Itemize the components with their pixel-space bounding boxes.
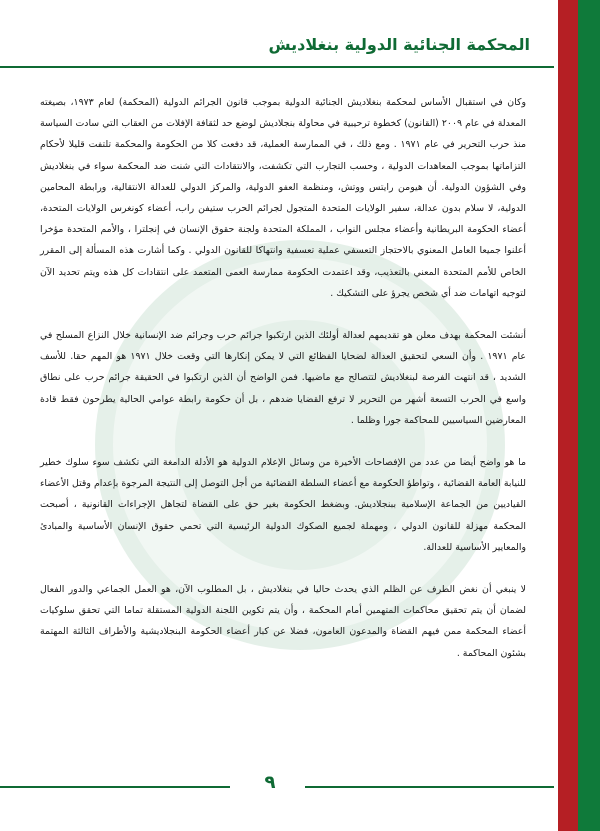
page-number: ٩ — [264, 772, 276, 793]
red-side-stripe — [558, 0, 578, 831]
article-body — [40, 92, 526, 685]
title-underline — [0, 66, 554, 68]
stripe-gap — [554, 0, 558, 831]
paragraph-3: ما هو واضح أيضا من عدد من الإفصاحات الأخيرة من وسائل الإعلام الدولية هو الأدلة الدامغة التي تكشف سوء سلوك خطير للنيابة العامة القضائية ، وتواطؤ الحكومة مع أعضاء السلطة القضائية من أجل التوصل إلى النتيجة المرجوة بإعدام وقتل الأعضاء القياديين من الجماعة الإسلامية ببنجلاديش. وبضغط الحكومة بغير حق على القضاة لتجاهل الإجراءات القانونية ، أصبحت المحكمة مهزلة للقانون الدولي ، ومهملة لجميع الصكوك الدولية الرئيسية التي تحمي حقوق الإنسان الأساسية والمبادئ والمعايير الأساسية للعدالة. — [40, 457, 526, 553]
paragraph-4: لا ينبغي أن نغض الطرف عن الظلم الذي يحدث حاليا في بنغلاديش ، بل المطلوب الآن، هو العمل الجماعي والدور الفعال لضمان أن يتم تحقيق محاكمات المتهمين أمام المحكمة ، وأن يتم تكوين اللجنة الدولية المستقلة تماما التي تحقق سلوكيات أعضاء المحكمة ممن فيهم القضاة والمدعون العامون، فضلا عن كبار أعضاء الحكومة البنجلاديشية والأطراف الثالثة المهتمة بشئون المحاكمة . — [40, 584, 526, 659]
paragraph-2: أنشئت المحكمة بهدف معلن هو تقديمهم لعدالة أولئك الذين ارتكبوا جرائم حرب وجرائم ضد الإنسانية خلال النزاع المسلح في عام ١٩٧١ . وأن السعي لتحقيق العدالة لضحايا الفظائع التي لا يمكن إنكارها التي وقعت خلال ١٩٧١ هو المهم حقا. للأسف الشديد ، قد انتهت الفرصة لبنغلاديش لتتصالح مع ماضيها. فمن الواضح أن الذين ارتكبوا في الحقيقة جرائم حرب على نطاق واسع في الحرب التسعة أشهر من التحرير لا ترفع القضايا ضدهم ، بل أن حكومة رابطة عوامي الحالية يطرحون فقط قادة المعارضين السياسيين للمحاكمة جورا وظلما . — [40, 330, 526, 426]
paragraph-1: وكان في استقبال الأساس لمحكمة بنغلاديش الجنائية الدولية بموجب قانون الجرائم الدولية (المحكمة) لعام ١٩٧٣، بصيغته المعدلة في عام ٢٠٠٩ (القانون) كخطوة ترحيبية في محاولة بنجلاديش لوضع حد لثقافة الإفلات من العقاب التي سادت السياسة منذ حرب التحرير في عام ١٩٧١ . ومع ذلك ، في الممارسة العملية، قد دفعت كلا من الحكومة والمحكمة تلتفت قليلا لأحكام التزاماتها بموجب المعاهدات الدولية ، وحسب التجارب التي تكشفت، والانتقادات التي شنت ضد المحكمة سواء في بنغلاديش وفي الشؤون الدولية. أن هيومن رايتس ووتش، ومنظمة العفو الدولية، والمركز الدولي للعدالة الانتقالية، ورابطة المحامين الدولية، لا سلام بدون عدالة، سفير الولايات المتحدة المتجول لجرائم الحرب ستيفن راب، أعضاء كونغرس الولايات المتحدة، أعضاء الحكومة البريطانية وأعضاء مجلس النواب ، المملكة المتحدة ولجنة حقوق الإنسان في إنجلترا ، والأمم المتحدة مؤخرا أعلنوا جميعا العامل المعنوي بالاحتجاز التعسفي عملية تعسفية وانتهاكا للقانون الدولي . وكما أشارت هذه المسألة إلى المقرر الخاص للأمم المتحدة المعني بالتعذيب، وقد اعتمدت الحكومة ممارسة العمى المتعمد على انتقادات كل هذه ويتم تحديد الآن لتوجيه اتهامات ضد أي شخص يجرؤ على التشكيك . — [40, 97, 526, 299]
footer-line-left — [0, 786, 230, 788]
green-side-stripe — [578, 0, 600, 831]
page-title: المحكمة الجنائية الدولية بنغلاديش — [268, 35, 530, 54]
footer-line-right — [305, 786, 554, 788]
